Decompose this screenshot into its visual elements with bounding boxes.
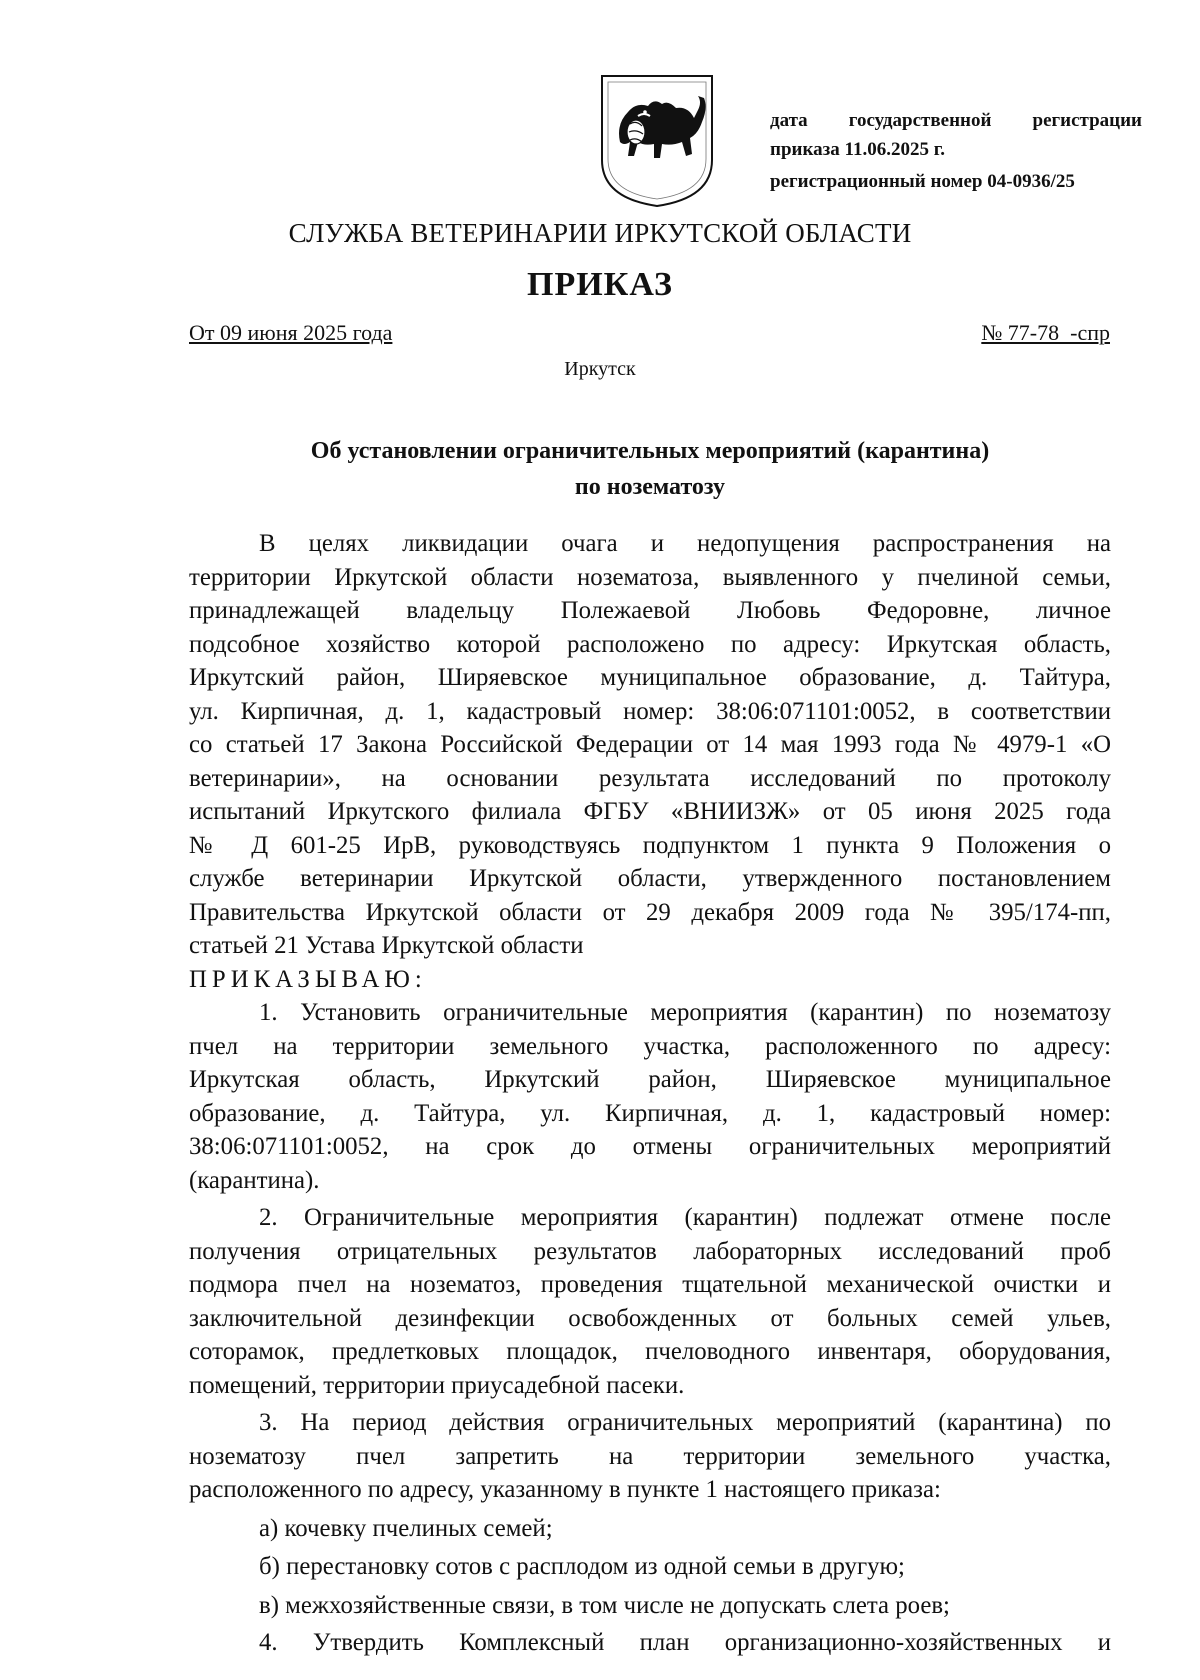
text-line: пчел на территории земельного участка, расположенного по адресу: [189,1032,1111,1060]
text-line: 1. Установить ограничительные мероприятия (карантин) по нозематозу [259,999,1111,1026]
title-line: по нозематозу [574,474,726,500]
text-line: статьей 21 Устава Иркутской области [189,932,584,959]
text-line: 2. Ограничительные мероприятия (карантин) подлежат отмене после [259,1204,1111,1231]
text-line: получения отрицательных результатов лабораторных исследований проб [189,1237,1111,1265]
item-1 [189,996,1111,1197]
document-date: От 09 июня 2025 года [189,320,393,345]
text-line: расположенного по адресу, указанному в пункте 1 настоящего приказа: [189,1476,941,1503]
item-4 [189,1626,1111,1660]
text-line: Иркутский район, Ширяевское муниципальное образование, д. Тайтура, [189,664,1111,691]
sub-item: а) кочевку пчелиных семей; [259,1514,553,1542]
text-line: заключительной дезинфекции освобожденных от больных семей ульев, [189,1304,1111,1332]
text-line: 3. На период действия ограничительных мероприятий (карантина) по [259,1409,1111,1436]
item-2 [189,1201,1111,1402]
document-number: № 77-78 -спр [981,320,1110,345]
text-line: подмора пчел на нозематоз, проведения тщательной механической очистки и [189,1271,1111,1298]
registration-number: регистрационный номер 04-0936/25 [770,171,1075,192]
sub-item: б) перестановку сотов с расплодом из одной семьи в другую; [259,1553,905,1580]
text-line: со статьей 17 Закона Российской Федерации от 14 мая 1993 года № 4979-1 «О [189,731,1111,758]
document-type: ПРИКАЗ [527,266,673,303]
text-line: территории Иркутской области нозематоза, выявленного у пчелиной семьи, [189,563,1111,591]
text-line: принадлежащей владельцу Полежаевой Любовь Федоровне, личное [189,597,1111,624]
document-body [189,527,1111,1660]
text-line: Иркутская область, Иркутский район, Ширяевское муниципальное [189,1066,1111,1093]
text-line: помещений, территории приусадебной пасеки. [189,1371,685,1399]
registration-info [770,106,1142,196]
coat-of-arms-icon [598,72,716,210]
text-line: Правительства Иркутской области от 29 декабря 2009 года № 395/174-пп, [189,898,1111,926]
sub-item: в) межхозяйственные связи, в том числе не допускать слета роев; [259,1591,950,1619]
text-line: ул. Кирпичная, д. 1, кадастровый номер: 38:06:071101:0052, в соответствии [189,697,1111,725]
document-title [189,433,1111,505]
order-word: ПРИКАЗЫВАЮ: [189,965,427,993]
item-3 [189,1406,1111,1622]
text-line: испытаний Иркутского филиала ФГБУ «ВНИИЗЖ» от 05 июня 2025 года [189,798,1111,825]
text-line: образование, д. Тайтура, ул. Кирпичная, д. 1, кадастровый номер: [189,1099,1111,1127]
registration-date: приказа 11.06.2025 г. [770,139,945,160]
text-line: В целях ликвидации очага и недопущения распространения на [259,530,1111,557]
preamble-paragraph [189,527,1111,963]
document-city: Иркутск [564,358,636,380]
text-line: № Д 601-25 ИрВ, руководствуясь подпунктом 1 пункта 9 Положения о [189,831,1111,859]
text-line: 38:06:071101:0052, на срок до отмены ограничительных мероприятий [189,1133,1111,1160]
text-line: ветеринарии», на основании результата исследований по протоколу [189,764,1111,792]
text-line: службе ветеринарии Иркутской области, утвержденного постановлением [189,865,1111,892]
agency-name: СЛУЖБА ВЕТЕРИНАРИИ ИРКУТСКОЙ ОБЛАСТИ [288,218,912,248]
text-line: 4. Утвердить Комплексный план организационно-хозяйственных и [259,1629,1111,1656]
text-line: нозематозу пчел запретить на территории земельного участка, [189,1442,1111,1470]
registration-date-label: дата государственной регистрации [770,110,1142,131]
text-line: (карантина). [189,1166,320,1194]
title-line: Об установлении ограничительных мероприятий (карантина) [310,438,990,464]
text-line: соторамок, предлетковых площадок, пчеловодного инвентаря, оборудования, [189,1338,1111,1365]
text-line: подсобное хозяйство которой расположено по адресу: Иркутская область, [189,630,1111,658]
